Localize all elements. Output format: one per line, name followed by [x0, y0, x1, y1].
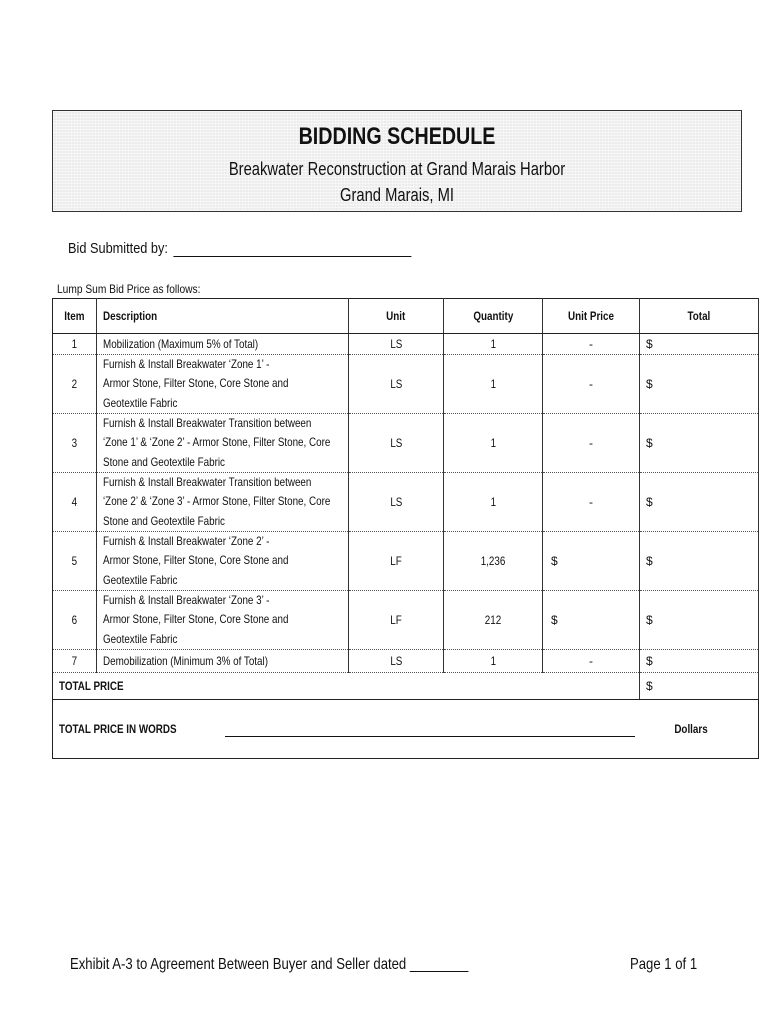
- item-number: 6: [53, 591, 97, 650]
- item-description: Demobilization (Minimum 3% of Total): [97, 650, 349, 673]
- table-row: [53, 414, 759, 473]
- table-header-row: [53, 299, 759, 334]
- bid-submitted-by: [68, 240, 411, 257]
- item-total[interactable]: $: [640, 591, 759, 650]
- item-total[interactable]: $: [640, 650, 759, 673]
- item-number: 1: [53, 334, 97, 355]
- table-row: [53, 532, 759, 591]
- table-row: [53, 355, 759, 414]
- item-number: 7: [53, 650, 97, 673]
- item-number: 4: [53, 473, 97, 532]
- item-total[interactable]: $: [640, 532, 759, 591]
- table-row: [53, 650, 759, 673]
- header-description: Description: [97, 299, 349, 334]
- header-quantity: Quantity: [444, 299, 543, 334]
- item-description: Furnish & Install Breakwater Transition between ‘Zone 2’ & ‘Zone 3’ - Armor Stone, Filter Stone, Core Stone and Geotextile Fabric: [97, 473, 349, 532]
- item-unit: LS: [349, 473, 444, 532]
- bid-submitted-label: Bid Submitted by:: [68, 240, 168, 257]
- item-unit-price[interactable]: -: [543, 334, 640, 355]
- lump-sum-note: Lump Sum Bid Price as follows:: [57, 282, 201, 296]
- item-total[interactable]: $: [640, 473, 759, 532]
- header-unit: Unit: [349, 299, 444, 334]
- document-title: BIDDING SCHEDULE: [298, 123, 496, 150]
- item-quantity: 1: [444, 414, 543, 473]
- item-total[interactable]: $: [640, 355, 759, 414]
- item-quantity: 212: [444, 591, 543, 650]
- item-quantity: 1: [444, 355, 543, 414]
- item-unit-price[interactable]: $: [543, 532, 640, 591]
- item-unit: LF: [349, 532, 444, 591]
- item-description: Furnish & Install Breakwater ‘Zone 1’ - Armor Stone, Filter Stone, Core Stone and Geotextile Fabric: [97, 355, 349, 414]
- item-unit-price[interactable]: -: [543, 414, 640, 473]
- bid-schedule-table: [52, 298, 759, 759]
- header-box: [52, 110, 742, 212]
- header-total: Total: [640, 299, 759, 334]
- item-quantity: 1: [444, 650, 543, 673]
- total-price-words-label: TOTAL PRICE IN WORDS: [59, 722, 177, 736]
- item-unit: LS: [349, 355, 444, 414]
- item-unit: LS: [349, 334, 444, 355]
- item-unit-price[interactable]: -: [543, 473, 640, 532]
- project-subtitle: Breakwater Reconstruction at Grand Marais Harbor: [228, 159, 566, 179]
- item-number: 5: [53, 532, 97, 591]
- total-price-value[interactable]: $: [640, 673, 759, 700]
- item-unit-price[interactable]: $: [543, 591, 640, 650]
- page-number: Page 1 of 1: [630, 956, 698, 973]
- item-description: Furnish & Install Breakwater ‘Zone 3’ - Armor Stone, Filter Stone, Core Stone and Geotextile Fabric: [97, 591, 349, 650]
- table-row: [53, 591, 759, 650]
- table-row: [53, 334, 759, 355]
- item-unit-price[interactable]: -: [543, 650, 640, 673]
- item-unit: LF: [349, 591, 444, 650]
- item-number: 2: [53, 355, 97, 414]
- total-price-row: [53, 673, 759, 700]
- item-total[interactable]: $: [640, 414, 759, 473]
- item-unit-price[interactable]: -: [543, 355, 640, 414]
- exhibit-footer: Exhibit A-3 to Agreement Between Buyer and Seller dated ________: [70, 956, 469, 973]
- item-description: Furnish & Install Breakwater ‘Zone 2’ - Armor Stone, Filter Stone, Core Stone and Geotextile Fabric: [97, 532, 349, 591]
- item-quantity: 1: [444, 334, 543, 355]
- total-price-words-row: [53, 700, 759, 759]
- item-quantity: 1,236: [444, 532, 543, 591]
- dollars-label: Dollars: [674, 722, 708, 736]
- total-price-words-cell: [53, 700, 759, 759]
- bid-submitted-field[interactable]: [173, 242, 411, 257]
- total-price-words-field[interactable]: [225, 736, 635, 737]
- item-unit: LS: [349, 414, 444, 473]
- item-quantity: 1: [444, 473, 543, 532]
- total-price-label: TOTAL PRICE: [53, 673, 640, 700]
- table-row: [53, 473, 759, 532]
- header-item: Item: [53, 299, 97, 334]
- item-unit: LS: [349, 650, 444, 673]
- header-unit-price: Unit Price: [543, 299, 640, 334]
- item-total[interactable]: $: [640, 334, 759, 355]
- project-location: Grand Marais, MI: [339, 185, 455, 205]
- item-description: Furnish & Install Breakwater Transition between ‘Zone 1’ & ‘Zone 2’ - Armor Stone, Filter Stone, Core Stone and Geotextile Fabric: [97, 414, 349, 473]
- item-description: Mobilization (Maximum 5% of Total): [97, 334, 349, 355]
- item-number: 3: [53, 414, 97, 473]
